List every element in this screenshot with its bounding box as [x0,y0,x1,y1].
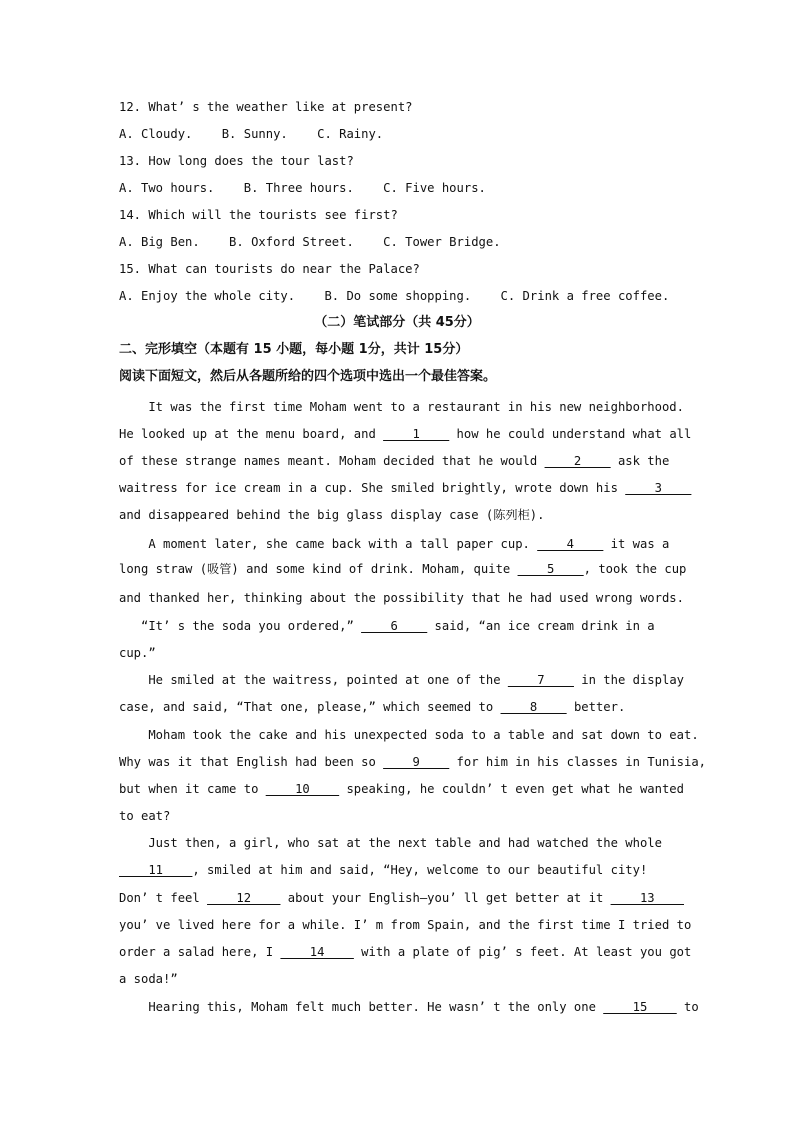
question-14: 14. Which will the tourists see first? [119,208,398,222]
passage-line: and disappeared behind the big glass display case (陈列柜). [119,508,545,522]
answer-blank: ____4____ [537,537,604,551]
passage-line: to eat? [119,809,171,823]
passage-line: and thanked her, thinking about the possibility that he had used wrong words. [119,591,684,605]
answer-blank: ____5____ [517,562,584,576]
passage-line: waitress for ice cream in a cup. She smiled brightly, wrote down his ____3____ [119,481,692,495]
answer-blank: ____3____ [625,481,692,495]
answer-blank: ____8____ [500,700,567,714]
answer-blank: ____6____ [361,619,428,633]
passage-line: Why was it that English had been so ____9____ for him in his classes in Tunisia, [119,755,707,769]
question-15-options: A. Enjoy the whole city. B. Do some shopping. C. Drink a free coffee. [119,289,670,303]
question-12-options: A. Cloudy. B. Sunny. C. Rainy. [119,127,384,141]
section-title: （二）笔试部分（共 45分） [314,315,480,330]
question-15: 15. What can tourists do near the Palace? [119,262,420,276]
answer-blank: ____1____ [383,427,450,441]
passage-line: case, and said, “That one, please,” which seemed to ____8____ better. [119,700,626,714]
passage-line: He smiled at the waitress, pointed at one of the ____7____ in the display [119,673,684,687]
passage-line: a soda!” [119,972,178,986]
passage-line: long straw (吸管) and some kind of drink. Moham, quite ____5____, took the cup [119,562,687,576]
passage-line: you’ ve lived here for a while. I’ m from Spain, and the first time I tried to [119,918,692,932]
answer-blank: ____11____ [119,863,193,877]
instruction: 阅读下面短文，然后从各题所给的四个选项中选出一个最佳答案。 [119,369,497,384]
answer-blank: ____7____ [507,673,574,687]
part-title: 二、完形填空（本题有 15 小题，每小题 1分，共计 15分） [119,342,469,357]
question-14-options: A. Big Ben. B. Oxford Street. C. Tower Bridge. [119,235,501,249]
passage-line: He looked up at the menu board, and ____1____ how he could understand what all [119,427,692,441]
answer-blank: ____12____ [207,891,281,905]
passage-line: ____11____, smiled at him and said, “Hey, welcome to our beautiful city! [119,863,648,877]
passage-line: cup.” [119,646,156,660]
passage-line: Don’ t feel ____12____ about your English—you’ ll get better at it ____13____ [119,891,684,905]
passage-line: Just then, a girl, who sat at the next table and had watched the whole [119,836,662,850]
question-13: 13. How long does the tour last? [119,154,354,168]
answer-blank: ____15____ [603,1000,677,1014]
passage-line: A moment later, she came back with a tall paper cup. ____4____ it was a [119,537,670,551]
passage-line: Hearing this, Moham felt much better. He wasn’ t the only one ____15____ to [119,1000,699,1014]
passage-line: “It’ s the soda you ordered,” ____6____ said, “an ice cream drink in a [119,619,655,633]
passage-line: order a salad here, I ____14____ with a plate of pig’ s feet. At least you got [119,945,692,959]
answer-blank: ____10____ [265,782,340,796]
question-13-options: A. Two hours. B. Three hours. C. Five hours. [119,181,486,195]
question-12: 12. What’ s the weather like at present? [119,100,413,114]
passage-line: but when it came to ____10____ speaking, he couldn’ t even get what he wanted [119,782,684,796]
passage-line: of these strange names meant. Moham decided that he would ____2____ ask the [119,454,670,468]
passage-line: Moham took the cake and his unexpected soda to a table and sat down to eat. [119,728,699,742]
answer-blank: ____9____ [383,755,450,769]
passage-line: It was the first time Moham went to a restaurant in his new neighborhood. [119,400,684,414]
answer-blank: ____14____ [280,945,354,959]
answer-blank: ____2____ [544,454,611,468]
answer-blank: ____13____ [610,891,684,905]
